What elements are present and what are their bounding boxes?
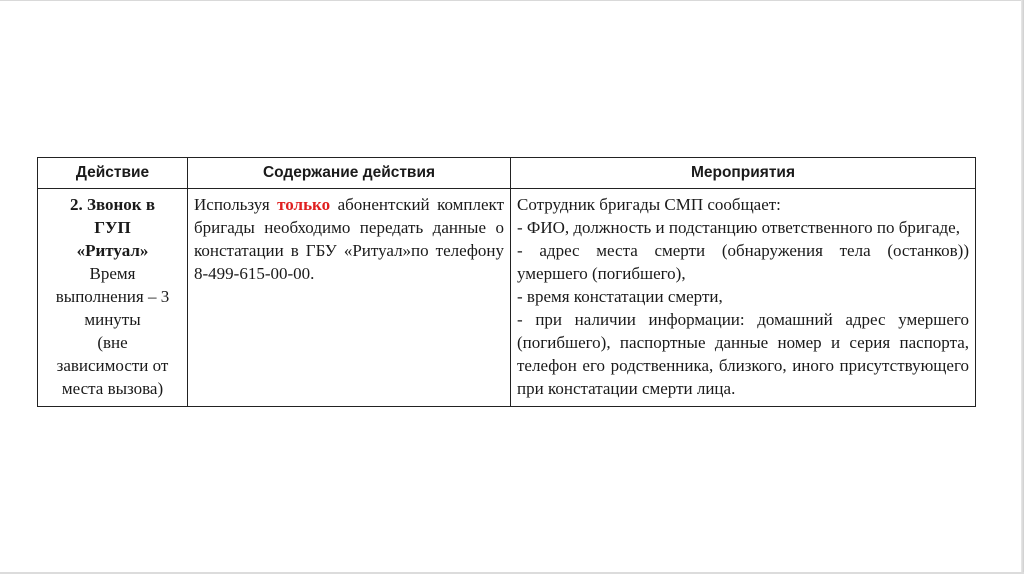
measures-line: - ФИО, должность и подстанцию ответственного по бригаде, <box>517 218 960 237</box>
action-detail-line: минуты <box>84 310 141 329</box>
measures-line: - время констатации смерти, <box>517 287 723 306</box>
procedure-table <box>37 157 976 407</box>
action-title-line: «Ритуал» <box>76 241 149 260</box>
action-detail-line: зависимости от <box>56 356 169 375</box>
measures-line: - при наличии информации: домашний адрес умершего (погибшего), паспортные данные номер и серия паспорта, телефон его родственника, близкого, иного присутствующего при констатации смерти лица. <box>517 310 969 398</box>
action-detail-line: места вызова) <box>61 379 164 398</box>
measures-line: - адрес места смерти (обнаружения тела (останков)) умершего (погибшего), <box>517 241 969 283</box>
action-detail-line: выполнения – 3 <box>55 287 170 306</box>
table-row <box>38 189 976 407</box>
header-measures: Мероприятия <box>511 158 976 189</box>
content-text-before: Используя <box>194 195 278 214</box>
header-row <box>38 158 976 189</box>
measures-line: Сотрудник бригады СМП сообщает: <box>517 195 781 214</box>
slide-top-edge <box>0 0 1024 1</box>
action-cell <box>38 189 188 407</box>
header-action: Действие <box>38 158 188 189</box>
content-highlight: только <box>277 195 331 214</box>
header-content: Содержание действия <box>188 158 511 189</box>
action-title-line: ГУП <box>94 218 131 237</box>
measures-cell <box>511 189 976 407</box>
content-cell <box>188 189 511 407</box>
action-detail-line: (вне <box>97 333 128 352</box>
content-text-after: абонентский комплект бригады необходимо передать данные о констатации в ГБУ «Ритуал»по телефону 8-499-615-00-00. <box>194 195 504 283</box>
action-detail-line: Время <box>89 264 136 283</box>
action-title-line: 2. Звонок в <box>69 195 156 214</box>
